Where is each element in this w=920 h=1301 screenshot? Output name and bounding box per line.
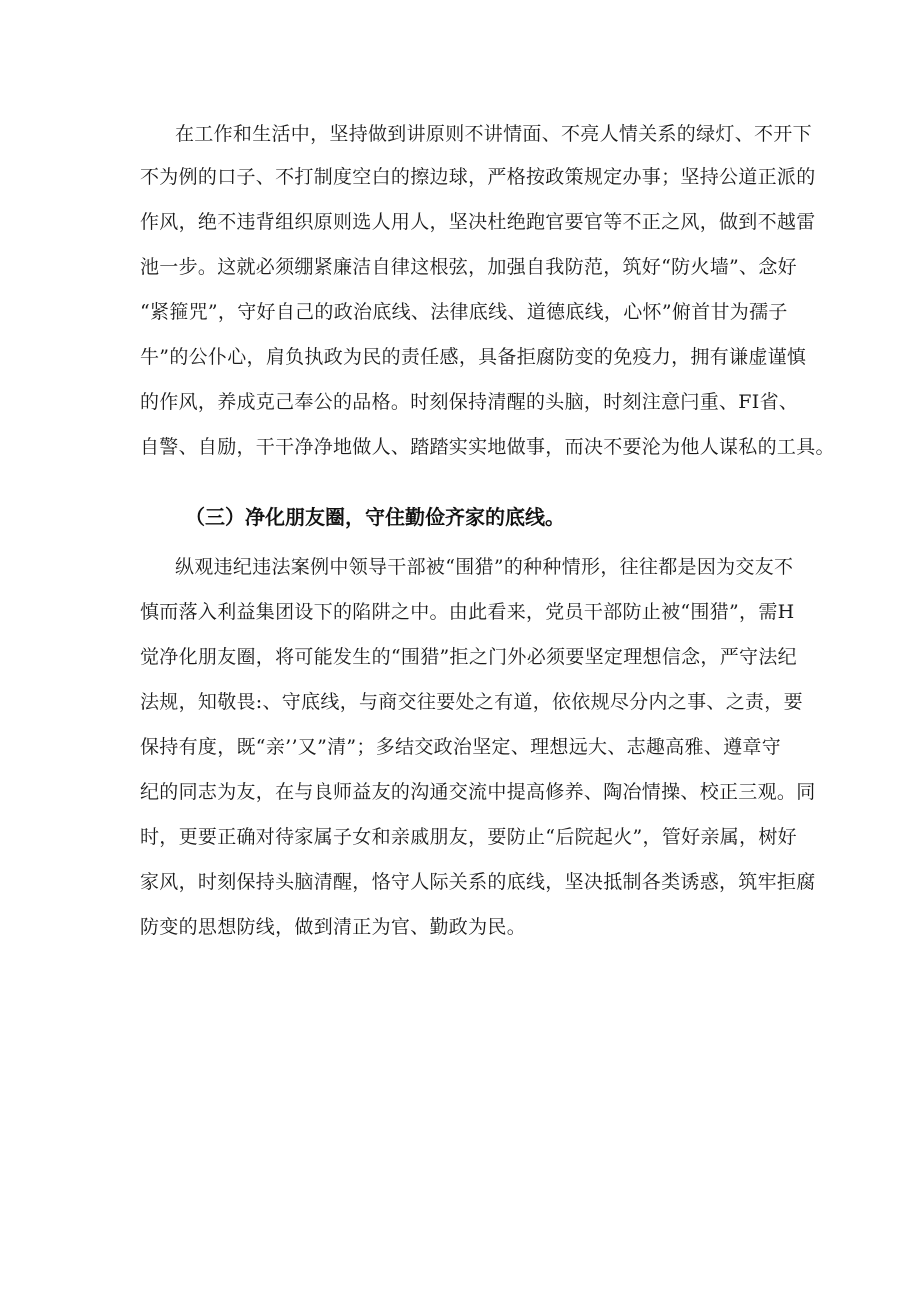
paragraph-line: “紧箍咒”，守好自己的政治底线、法律底线、道德底线，心怀”俯首甘为孺子 [140, 301, 788, 323]
paragraph-line: 防变的思想防线，做到清正为官、勤政为民。 [140, 916, 527, 938]
paragraph-line: 纵观违纪违法案例中领导干部被“围猎”的种种情形，往往都是因为交友不 [175, 556, 794, 578]
paragraph-line: 纪的同志为友，在与良师益友的沟通交流中提高修养、陶冶情操、校正三观。同 [140, 781, 816, 803]
paragraph-line: 在工作和生活中，坚持做到讲原则不讲情面、不亮人情关系的绿灯、不开下 [175, 123, 812, 145]
paragraph-line: 作风，绝不违背组织原则选人用人，坚决杜绝跑官要官等不正之风，做到不越雷 [140, 211, 816, 233]
paragraph-line: 法规，知敬畏:、守底线，与商交往要处之有道，依依规尽分内之事、之责，要 [140, 691, 803, 713]
paragraph-line: 池一步。这就必须绷紧廉洁自律这根弦，加强自我防范，筑好“防火墙”、念好 [140, 256, 797, 278]
paragraph-line: 牛”的公仆心，肩负执政为民的责任感，具备拒腐防变的免疫力，拥有谦虚谨慎 [140, 346, 807, 368]
paragraph-line: 慎而落入利益集团设下的陷阱之中。由此看来，党员干部防止被“围猎”，需H [140, 601, 795, 623]
paragraph-line: 保持有度，既“亲’’又”清”；多结交政治坚定、理想远大、志趣高雅、遵章守 [140, 736, 782, 758]
paragraph-line: 自警、自励，干干净净地做人、踏踏实实地做事，而决不要沦为他人谋私的工具。 [140, 436, 835, 458]
paragraph-line: 家风，时刻保持头脑清醒，恪守人际关系的底线，坚决抵制各类诱惑，筑牢拒腐 [140, 871, 816, 893]
paragraph-line: 时，更要正确对待家属子女和亲戚朋友，要防止“后院起火”，管好亲属，树好 [140, 826, 797, 848]
paragraph-line: 不为例的口子、不打制度空白的擦边球，严格按政策规定办事；坚持公道正派的 [140, 166, 816, 188]
paragraph-line: 的作风，养成克己奉公的品格。时刻保持清醒的头脑，时刻注意闩重、FI省、 [140, 391, 799, 413]
paragraph-line: 觉净化朋友圈，将可能发生的“围猎”拒之门外必须要坚定理想信念，严守法纪 [140, 646, 797, 668]
section-heading: （三）净化朋友圈，守住勤俭齐家的底线。 [185, 505, 565, 529]
